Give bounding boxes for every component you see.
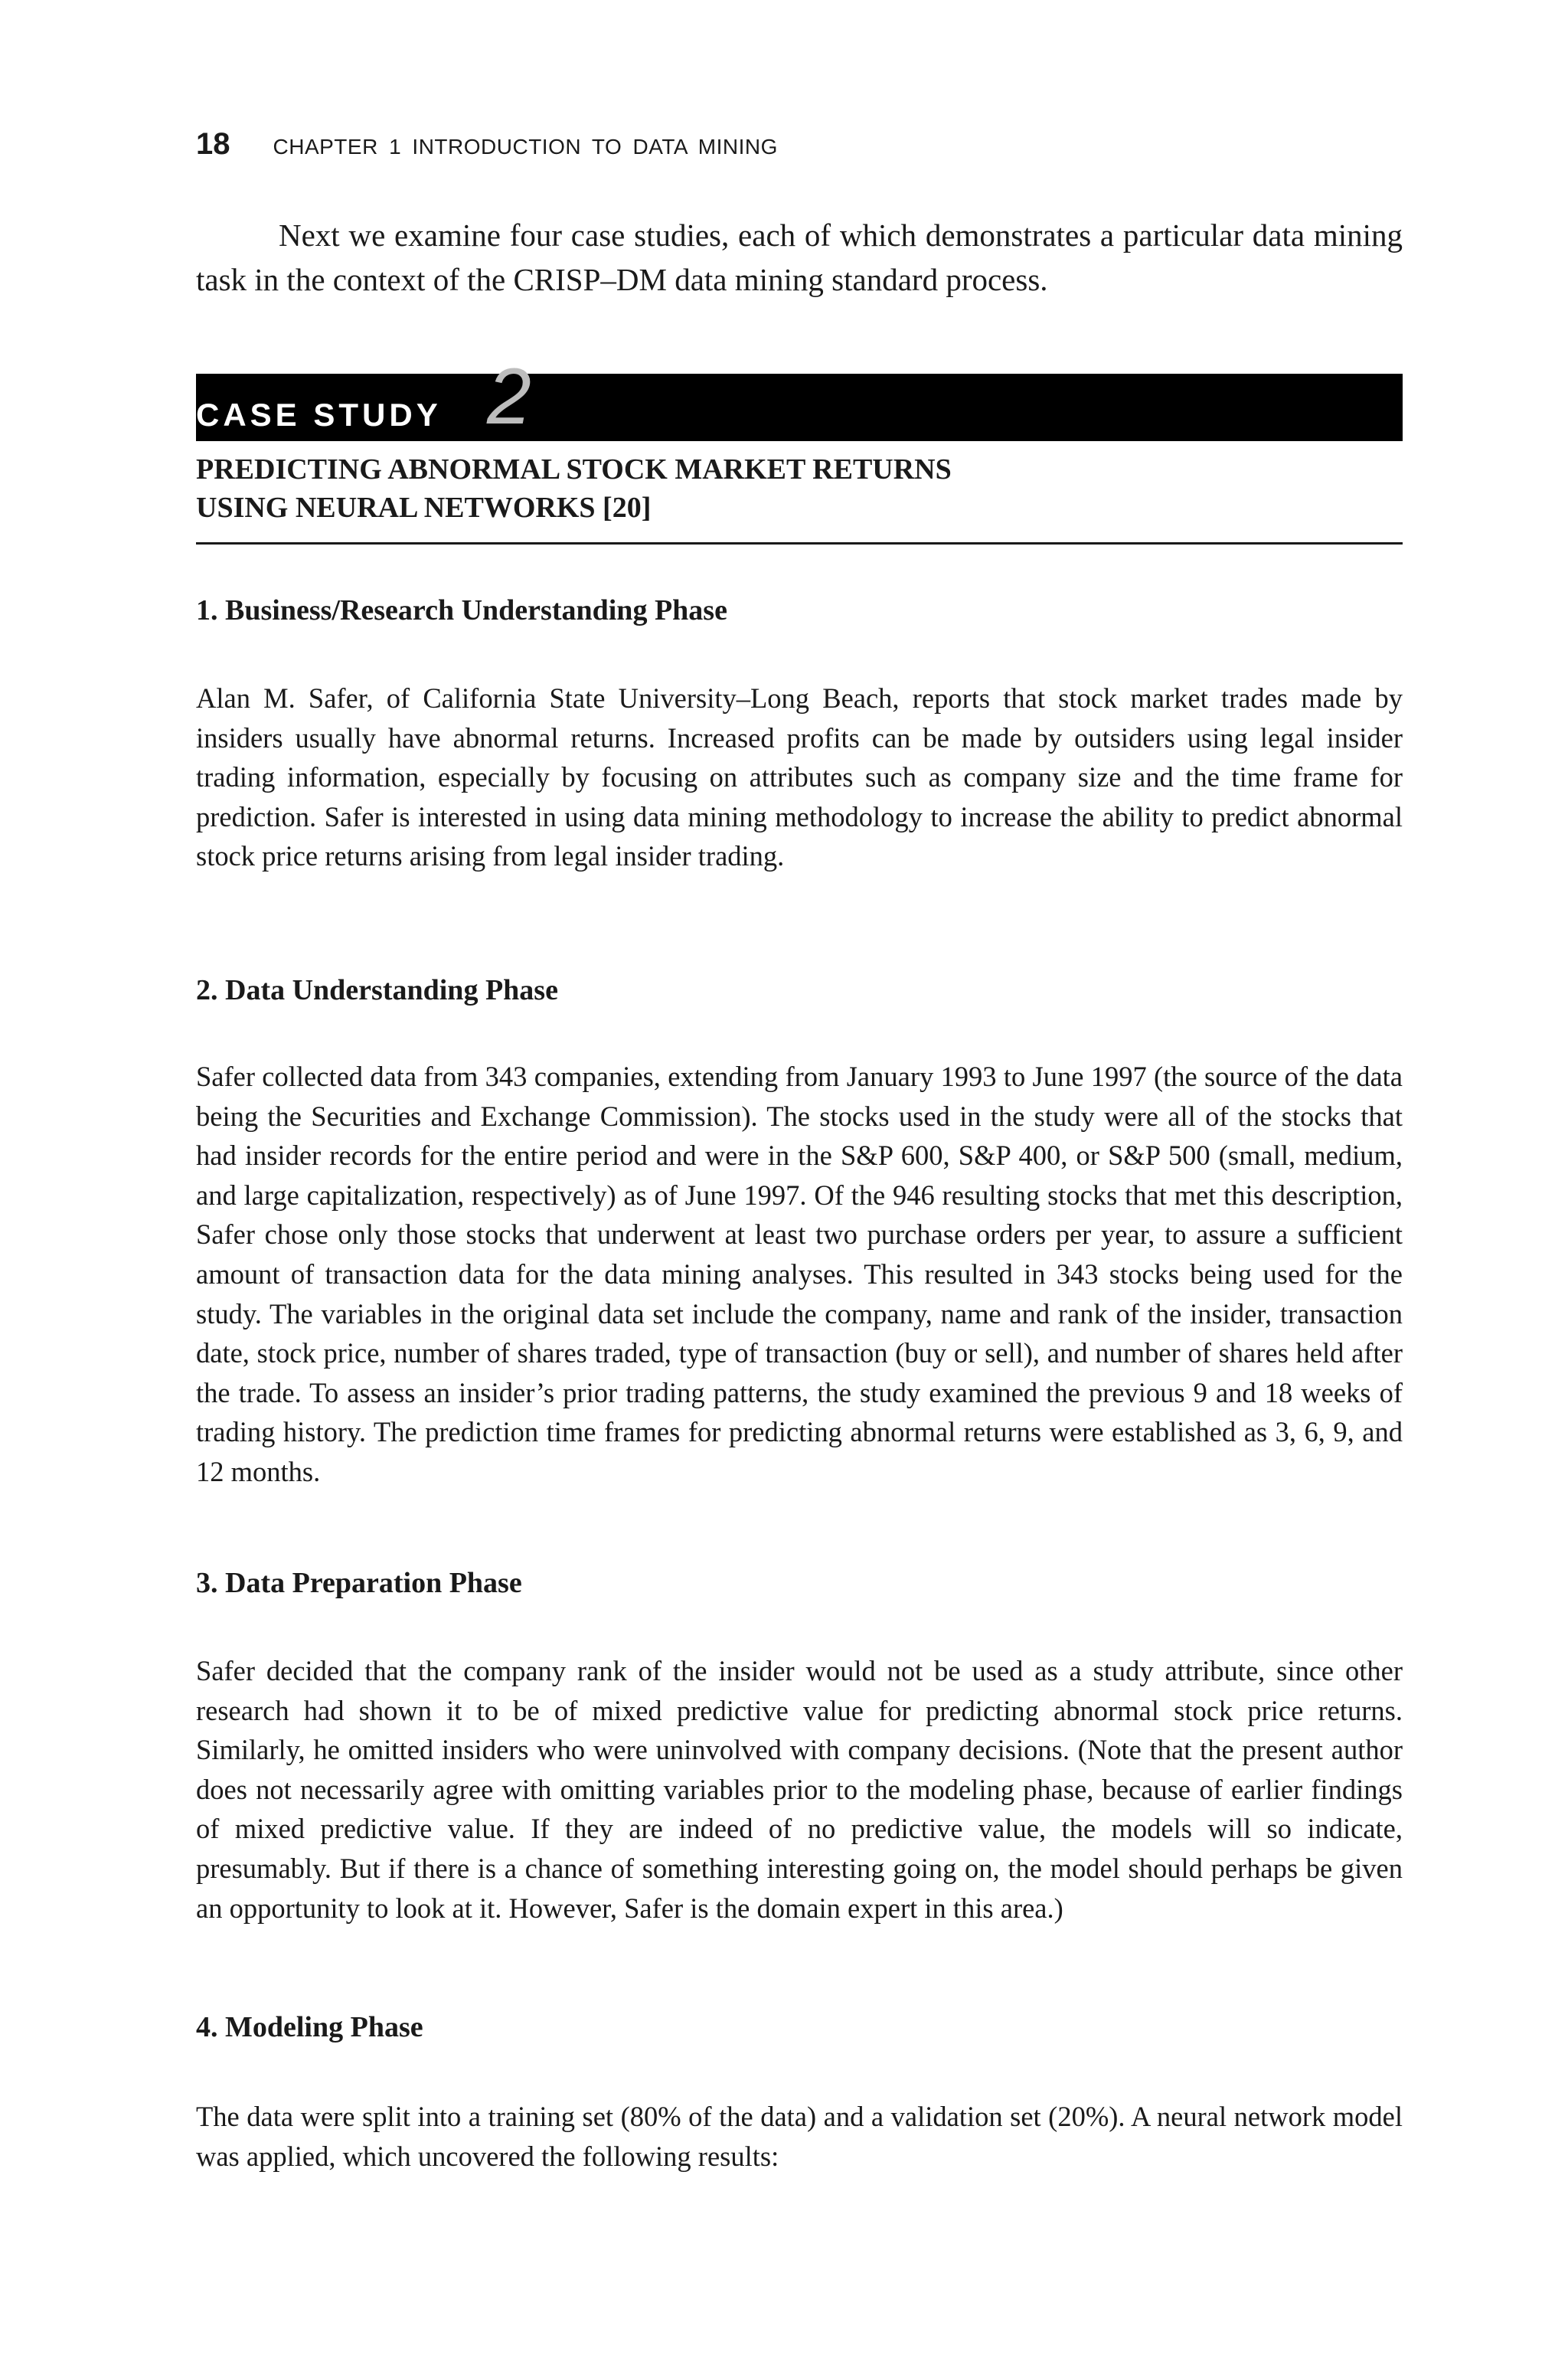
running-head [196, 127, 778, 162]
section-body-business-understanding: Alan M. Safer, of California State University–Long Beach, reports that stock market trades made by insiders usually have abnormal returns. Increased profits can be made by outsiders using legal insider trading information, especially by focusing on attributes such as company size and the time frame for prediction. Safer is interested in using data mining methodology to increase the ability to predict abnormal stock price returns arising from legal insider trading. [196, 682, 1403, 872]
case-study-number: 2 [487, 352, 531, 441]
section-body-modeling: The data were split into a training set (80% of the data) and a validation set (20%). A neural network model was applied, which uncovered the following results: [196, 2101, 1403, 2172]
intro-paragraph: Next we examine four case studies, each of which demonstrates a particular data mining task in the context of the CRISP–DM data mining standard process. [196, 218, 1403, 297]
section-heading-modeling: 4. Modeling Phase [196, 2011, 423, 2043]
page-number: 18 [196, 127, 230, 161]
chapter-heading: CHAPTER 1 INTRODUCTION TO DATA MINING [273, 135, 778, 159]
case-study-title-line-1: PREDICTING ABNORMAL STOCK MARKET RETURNS [196, 453, 952, 486]
section-heading-data-understanding: 2. Data Understanding Phase [196, 974, 558, 1006]
section-heading-business-understanding: 1. Business/Research Understanding Phase [196, 594, 727, 626]
case-study-banner [196, 352, 1403, 441]
section-heading-data-preparation: 3. Data Preparation Phase [196, 1567, 522, 1599]
case-study-title-line-2: USING NEURAL NETWORKS [20] [196, 492, 652, 524]
case-study-title [196, 450, 1403, 527]
case-study-label: CASE STUDY [196, 397, 442, 433]
section-body-data-understanding: Safer collected data from 343 companies, extending from January 1993 to June 1997 (the source of the data being the Securities and Exchange Commission). The stocks used in the study were all of the stocks that had insider records for the entire period and were in the S&P 600, S&P 400, or S&P 500 (small, medium, and large capitalization, respectively) as of June 1997. Of the 946 resulting stocks that met this description, Safer chose only those stocks that underwent at least two purchase orders per year, to assure a sufficient amount of transaction data for the data mining analyses. This resulted in 343 stocks being used for the study. The variables in the original data set include the company, name and rank of the insider, transaction date, stock price, number of shares traded, type of transaction (buy or sell), and number of shares held after the trade. To assess an insider’s prior trading patterns, the study examined the previous 9 and 18 weeks of trading history. The prediction time frames for predicting abnormal returns were established as 3, 6, 9, and 12 months. [196, 1061, 1403, 1487]
title-divider [196, 542, 1403, 545]
section-body-data-preparation: Safer decided that the company rank of the insider would not be used as a study attribute, since other research had shown it to be of mixed predictive value for predicting abnormal stock price returns. Similarly, he omitted insiders who were uninvolved with company decisions. (Note that the present author does not necessarily agree with omitting variables prior to the modeling phase, because of earlier findings of mixed predictive value. If they are indeed of no predictive value, the models will so indicate, presumably. But if there is a chance of something interesting going on, the model should perhaps be given an opportunity to look at it. However, Safer is the domain expert in this area.) [196, 1655, 1403, 1924]
